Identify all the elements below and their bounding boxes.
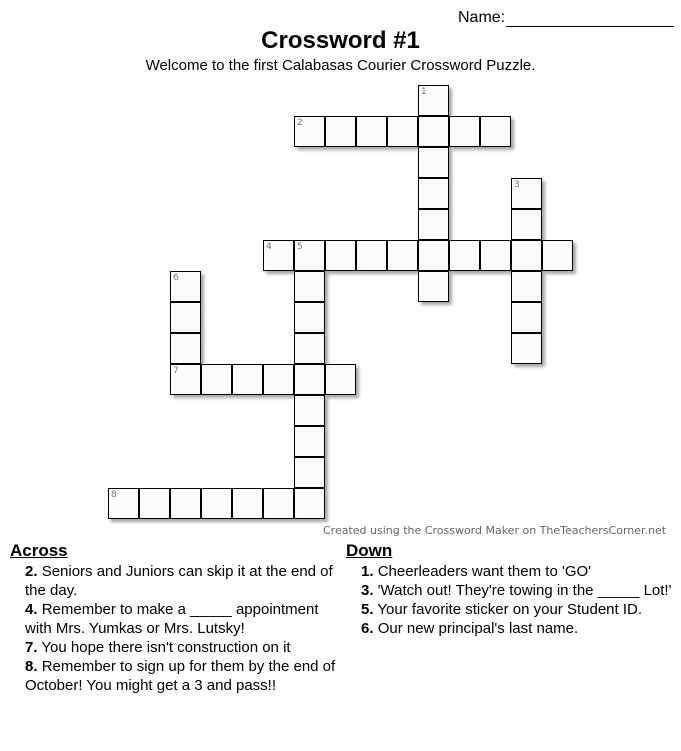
crossword-cell[interactable]: [449, 240, 480, 271]
crossword-cell[interactable]: [387, 116, 418, 147]
clue-number: 8.: [25, 658, 38, 675]
cell-number: 5: [297, 242, 303, 252]
clue-number: 1.: [361, 563, 374, 580]
crossword-cell[interactable]: [294, 333, 325, 364]
crossword-cell[interactable]: [108, 488, 139, 519]
crossword-cell[interactable]: [170, 364, 201, 395]
cell-number: 8: [111, 490, 117, 500]
across-clues: [10, 541, 340, 695]
crossword-cell[interactable]: [511, 209, 542, 240]
crossword-cell[interactable]: [294, 116, 325, 147]
crossword-cell[interactable]: [511, 302, 542, 333]
crossword-cell[interactable]: [418, 147, 449, 178]
crossword-cell[interactable]: [325, 364, 356, 395]
clue-text: Our new principal's last name.: [377, 620, 579, 637]
cell-number: 4: [266, 242, 272, 252]
crossword-cell[interactable]: [511, 271, 542, 302]
crossword-cell[interactable]: [201, 364, 232, 395]
crossword-cell[interactable]: [418, 271, 449, 302]
crossword-cell[interactable]: [263, 364, 294, 395]
clue-across-8: [10, 657, 340, 695]
crossword-cell[interactable]: [263, 240, 294, 271]
clue-down-5: [346, 600, 676, 619]
clue-text: You hope there isn't construction on it: [41, 639, 291, 656]
crossword-cell[interactable]: [294, 395, 325, 426]
crossword-cell[interactable]: [170, 488, 201, 519]
crossword-cell[interactable]: [325, 240, 356, 271]
crossword-cell[interactable]: [418, 209, 449, 240]
crossword-cell[interactable]: [294, 488, 325, 519]
cell-number: 2: [297, 118, 303, 128]
crossword-cell[interactable]: [139, 488, 170, 519]
clue-across-4: [10, 600, 340, 638]
clue-text: Seniors and Juniors can skip it at the end of the day.: [25, 563, 333, 599]
crossword-cell[interactable]: [170, 271, 201, 302]
cell-number: 7: [173, 366, 179, 376]
crossword-cell[interactable]: [170, 302, 201, 333]
crossword-cell[interactable]: [294, 457, 325, 488]
crossword-cell[interactable]: [325, 116, 356, 147]
crossword-cell[interactable]: [294, 240, 325, 271]
credit-text: Created using the Crossword Maker on TheTeachersCorner.net: [323, 524, 667, 537]
clue-text: Remember to make a _____ appointment with Mrs. Yumkas or Mrs. Lutsky!: [25, 601, 319, 637]
clue-number: 4.: [25, 601, 38, 618]
crossword-cell[interactable]: [449, 116, 480, 147]
crossword-cell[interactable]: [170, 333, 201, 364]
page-subtitle: Welcome to the first Calabasas Courier Crossword Puzzle.: [145, 57, 536, 74]
crossword-cell[interactable]: [542, 240, 573, 271]
clue-down-3: [346, 581, 676, 600]
clue-number: 6.: [361, 620, 374, 637]
cell-number: 6: [173, 273, 179, 283]
crossword-cell[interactable]: [511, 240, 542, 271]
crossword-cell[interactable]: [294, 271, 325, 302]
crossword-cell[interactable]: [232, 488, 263, 519]
clue-number: 5.: [361, 601, 374, 618]
down-heading: Down: [346, 541, 393, 560]
name-label: Name:: [458, 9, 506, 26]
down-clues: [346, 541, 676, 638]
crossword-cell[interactable]: [294, 426, 325, 457]
crossword-cell[interactable]: [418, 178, 449, 209]
clue-down-1: [346, 562, 676, 581]
crossword-cell[interactable]: [294, 302, 325, 333]
clue-text: Your favorite sticker on your Student ID.: [377, 601, 643, 618]
crossword-cell[interactable]: [201, 488, 232, 519]
crossword-cell[interactable]: [418, 85, 449, 116]
clue-text: Cheerleaders want them to 'GO': [377, 563, 592, 580]
crossword-cell[interactable]: [511, 333, 542, 364]
crossword-cell[interactable]: [263, 488, 294, 519]
page-title: Crossword #1: [261, 27, 420, 54]
crossword-cell[interactable]: [480, 116, 511, 147]
clue-text: Remember to sign up for them by the end of October! You might get a 3 and pass!!: [25, 658, 336, 694]
clue-down-6: [346, 619, 676, 638]
clue-text: 'Watch out! They're towing in the _____ Lot!': [377, 582, 672, 599]
across-heading: Across: [10, 541, 68, 560]
clue-across-2: [10, 562, 340, 600]
crossword-cell[interactable]: [480, 240, 511, 271]
crossword-cell[interactable]: [232, 364, 263, 395]
clue-number: 3.: [361, 582, 374, 599]
clue-number: 2.: [25, 563, 38, 580]
crossword-cell[interactable]: [511, 178, 542, 209]
crossword-cell[interactable]: [356, 240, 387, 271]
crossword-cell[interactable]: [418, 240, 449, 271]
crossword-cell[interactable]: [294, 364, 325, 395]
cell-number: 3: [514, 180, 520, 190]
crossword-cell[interactable]: [387, 240, 418, 271]
clue-across-7: [10, 638, 340, 657]
clue-number: 7.: [25, 639, 38, 656]
cell-number: 1: [421, 87, 427, 97]
crossword-cell[interactable]: [418, 116, 449, 147]
crossword-cell[interactable]: [356, 116, 387, 147]
